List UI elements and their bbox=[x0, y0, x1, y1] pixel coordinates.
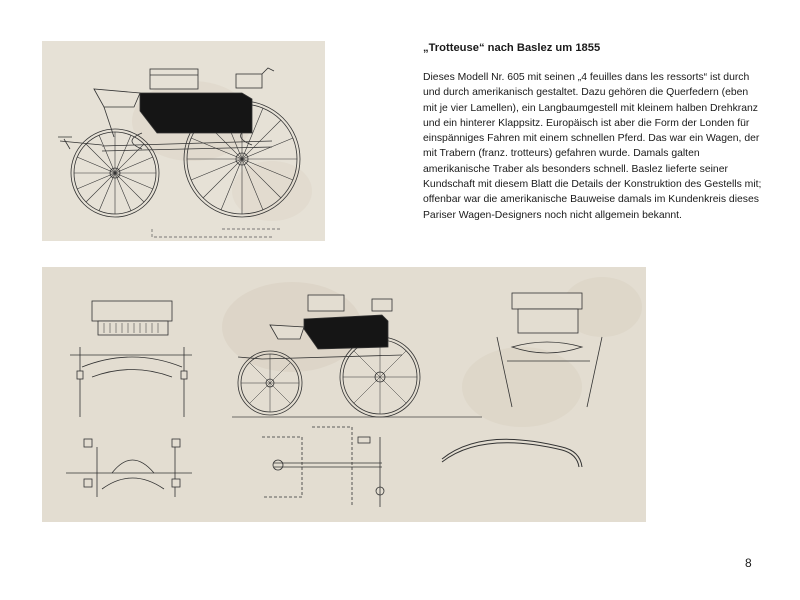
construction-details-drawing bbox=[42, 267, 646, 522]
construction-details-photo bbox=[42, 267, 646, 522]
caption-body: Dieses Modell Nr. 605 mit seinen „4 feuilles dans les ressorts“ ist durch und durch amerikanisch gestaltet. Dazu gehören die Querfedern (eben mit je vier Lamellen), ein Langbaumgestell mit kleinem halben Drehkranz und ein hinterer Klappsitz. Europäisch ist aber die Form der Londen für einspänniges Fahren mit einem schnellen Pferd. Das war ein Wagen, der mit Trabern (franz. trotteurs) gefahren wurde. Damals galten amerikanische Traber als besonders schnell. Baslez lieferte seiner Kundschaft mit diesem Blatt die Details der Konstruktion des Gestells mit; offenbar war die amerikanische Bauweise damals im Kundenkreis dieses Pariser Wagen-Designers noch nicht allgemein bekannt. bbox=[423, 72, 762, 221]
carriage-drawing-top bbox=[42, 41, 325, 241]
page-number: 8 bbox=[745, 556, 752, 570]
carriage-side-elevation-photo bbox=[42, 41, 325, 241]
caption bbox=[423, 41, 763, 223]
caption-title: „Trotteuse“ nach Baslez um 1855 bbox=[423, 42, 601, 54]
